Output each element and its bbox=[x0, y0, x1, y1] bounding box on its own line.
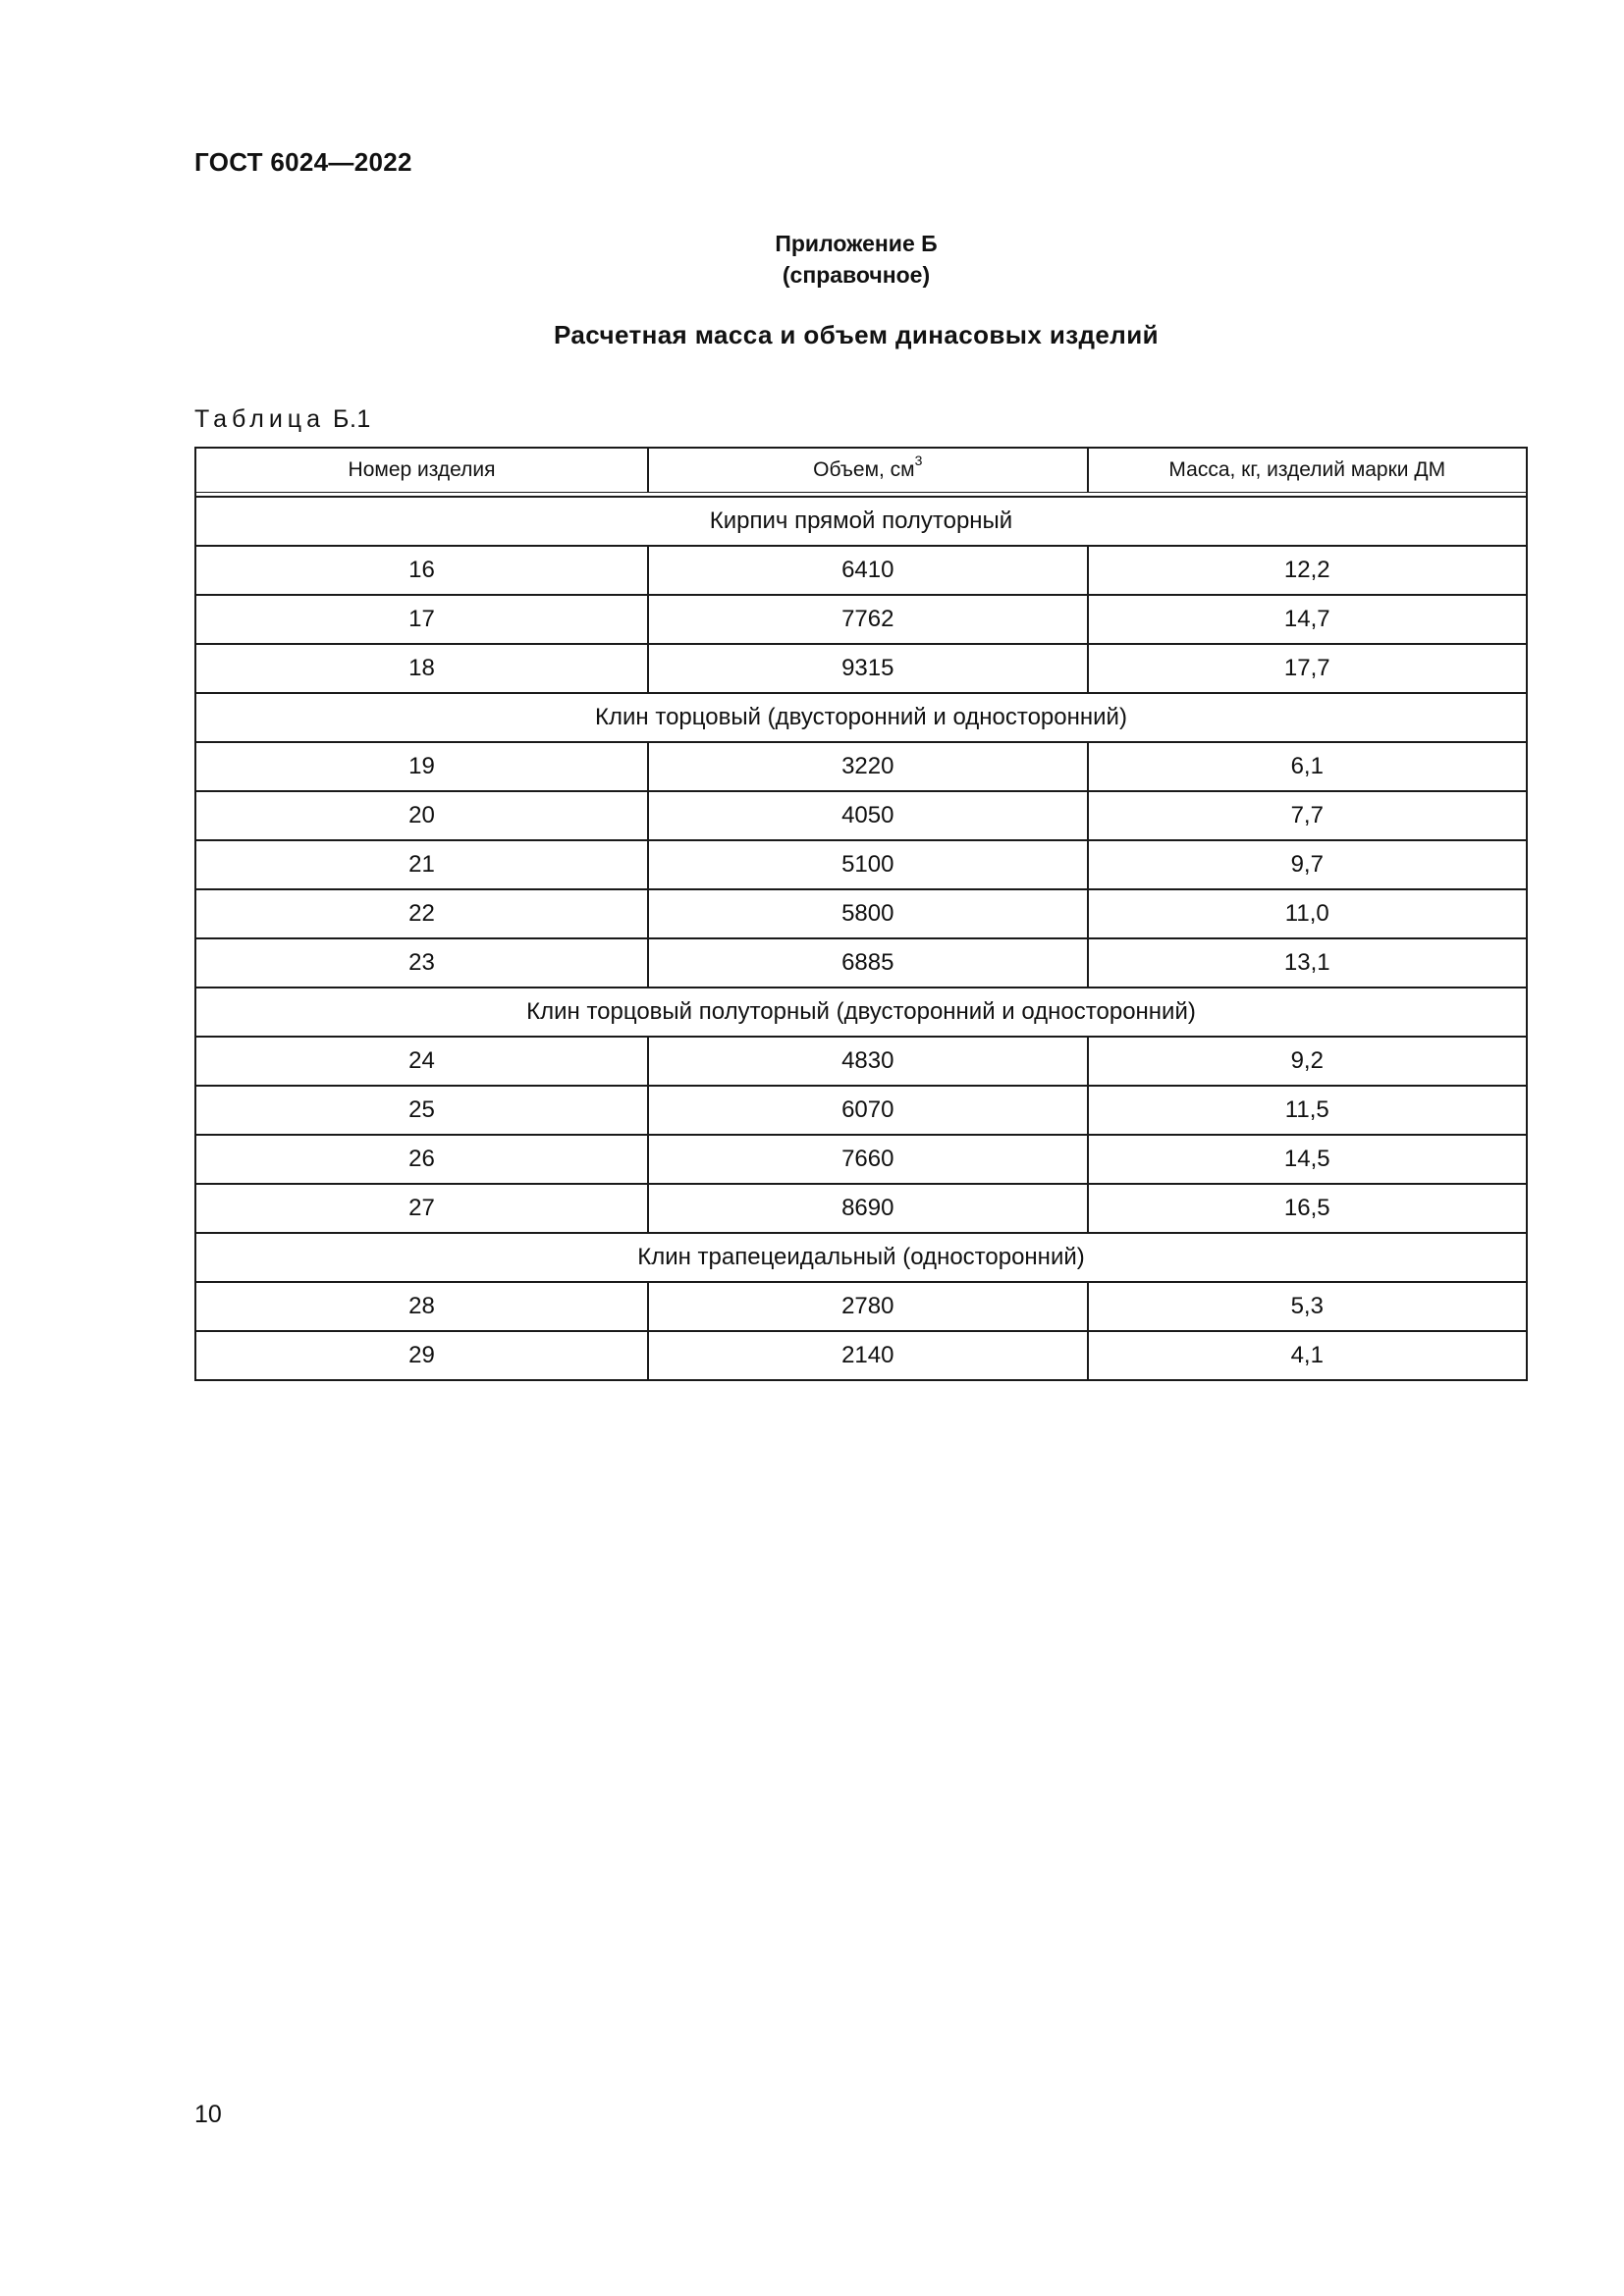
item-number-cell: 20 bbox=[195, 791, 648, 840]
volume-unit-superscript: 3 bbox=[914, 453, 923, 468]
item-number-cell: 18 bbox=[195, 644, 648, 693]
table-row bbox=[195, 1135, 1527, 1184]
item-number-cell: 22 bbox=[195, 889, 648, 938]
volume-cell: 7762 bbox=[648, 595, 1087, 644]
volume-cell: 5800 bbox=[648, 889, 1087, 938]
table-caption-number: Б.1 bbox=[333, 405, 371, 433]
column-header-volume bbox=[648, 448, 1087, 493]
group-row bbox=[195, 1233, 1527, 1282]
table-row bbox=[195, 1037, 1527, 1086]
mass-cell: 12,2 bbox=[1088, 546, 1528, 595]
item-number-cell: 21 bbox=[195, 840, 648, 889]
mass-cell: 9,2 bbox=[1088, 1037, 1528, 1086]
table-row bbox=[195, 791, 1527, 840]
item-number-cell: 17 bbox=[195, 595, 648, 644]
data-table bbox=[194, 447, 1528, 1381]
table-row bbox=[195, 1184, 1527, 1233]
table-body bbox=[195, 493, 1527, 1381]
mass-cell: 11,5 bbox=[1088, 1086, 1528, 1135]
group-row bbox=[195, 497, 1527, 546]
mass-cell: 7,7 bbox=[1088, 791, 1528, 840]
mass-cell: 6,1 bbox=[1088, 742, 1528, 791]
group-row bbox=[195, 693, 1527, 742]
table-row bbox=[195, 1086, 1527, 1135]
table-caption bbox=[194, 405, 371, 434]
item-number-cell: 25 bbox=[195, 1086, 648, 1135]
table-row bbox=[195, 1331, 1527, 1380]
volume-cell: 2780 bbox=[648, 1282, 1087, 1331]
mass-cell: 11,0 bbox=[1088, 889, 1528, 938]
group-title-cell: Клин торцовый (двусторонний и односторонний) bbox=[195, 693, 1527, 742]
item-number-cell: 28 bbox=[195, 1282, 648, 1331]
mass-cell: 16,5 bbox=[1088, 1184, 1528, 1233]
item-number-cell: 26 bbox=[195, 1135, 648, 1184]
mass-cell: 13,1 bbox=[1088, 938, 1528, 988]
document-code: ГОСТ 6024—2022 bbox=[194, 147, 412, 177]
volume-cell: 7660 bbox=[648, 1135, 1087, 1184]
volume-cell: 4050 bbox=[648, 791, 1087, 840]
volume-cell: 2140 bbox=[648, 1331, 1087, 1380]
group-title-cell: Клин трапецеидальный (односторонний) bbox=[195, 1233, 1527, 1282]
column-header-mass: Масса, кг, изделий марки ДМ bbox=[1088, 448, 1528, 493]
appendix-heading bbox=[194, 228, 1518, 291]
table-row bbox=[195, 889, 1527, 938]
group-title-cell: Клин торцовый полуторный (двусторонний и односторонний) bbox=[195, 988, 1527, 1037]
item-number-cell: 24 bbox=[195, 1037, 648, 1086]
appendix-title: Приложение Б bbox=[775, 231, 938, 256]
table-header-row bbox=[195, 448, 1527, 493]
item-number-cell: 23 bbox=[195, 938, 648, 988]
mass-cell: 5,3 bbox=[1088, 1282, 1528, 1331]
mass-cell: 9,7 bbox=[1088, 840, 1528, 889]
column-header-volume-label: Объем, см bbox=[813, 458, 915, 481]
appendix-subtitle: (справочное) bbox=[782, 262, 931, 288]
volume-cell: 8690 bbox=[648, 1184, 1087, 1233]
table-row bbox=[195, 546, 1527, 595]
volume-cell: 6410 bbox=[648, 546, 1087, 595]
table-row bbox=[195, 1282, 1527, 1331]
volume-cell: 6070 bbox=[648, 1086, 1087, 1135]
group-title-cell: Кирпич прямой полуторный bbox=[195, 497, 1527, 546]
table-row bbox=[195, 595, 1527, 644]
table-row bbox=[195, 644, 1527, 693]
mass-cell: 14,7 bbox=[1088, 595, 1528, 644]
item-number-cell: 29 bbox=[195, 1331, 648, 1380]
table-row bbox=[195, 742, 1527, 791]
table-row bbox=[195, 938, 1527, 988]
table-caption-label: Таблица bbox=[194, 405, 326, 433]
section-title: Расчетная масса и объем динасовых изделий bbox=[554, 320, 1159, 349]
mass-cell: 17,7 bbox=[1088, 644, 1528, 693]
table-row bbox=[195, 840, 1527, 889]
volume-cell: 4830 bbox=[648, 1037, 1087, 1086]
item-number-cell: 27 bbox=[195, 1184, 648, 1233]
group-row bbox=[195, 988, 1527, 1037]
volume-cell: 3220 bbox=[648, 742, 1087, 791]
mass-cell: 14,5 bbox=[1088, 1135, 1528, 1184]
column-header-item-number: Номер изделия bbox=[195, 448, 648, 493]
volume-cell: 5100 bbox=[648, 840, 1087, 889]
mass-cell: 4,1 bbox=[1088, 1331, 1528, 1380]
item-number-cell: 19 bbox=[195, 742, 648, 791]
page-number: 10 bbox=[194, 2101, 222, 2128]
item-number-cell: 16 bbox=[195, 546, 648, 595]
volume-cell: 6885 bbox=[648, 938, 1087, 988]
volume-cell: 9315 bbox=[648, 644, 1087, 693]
